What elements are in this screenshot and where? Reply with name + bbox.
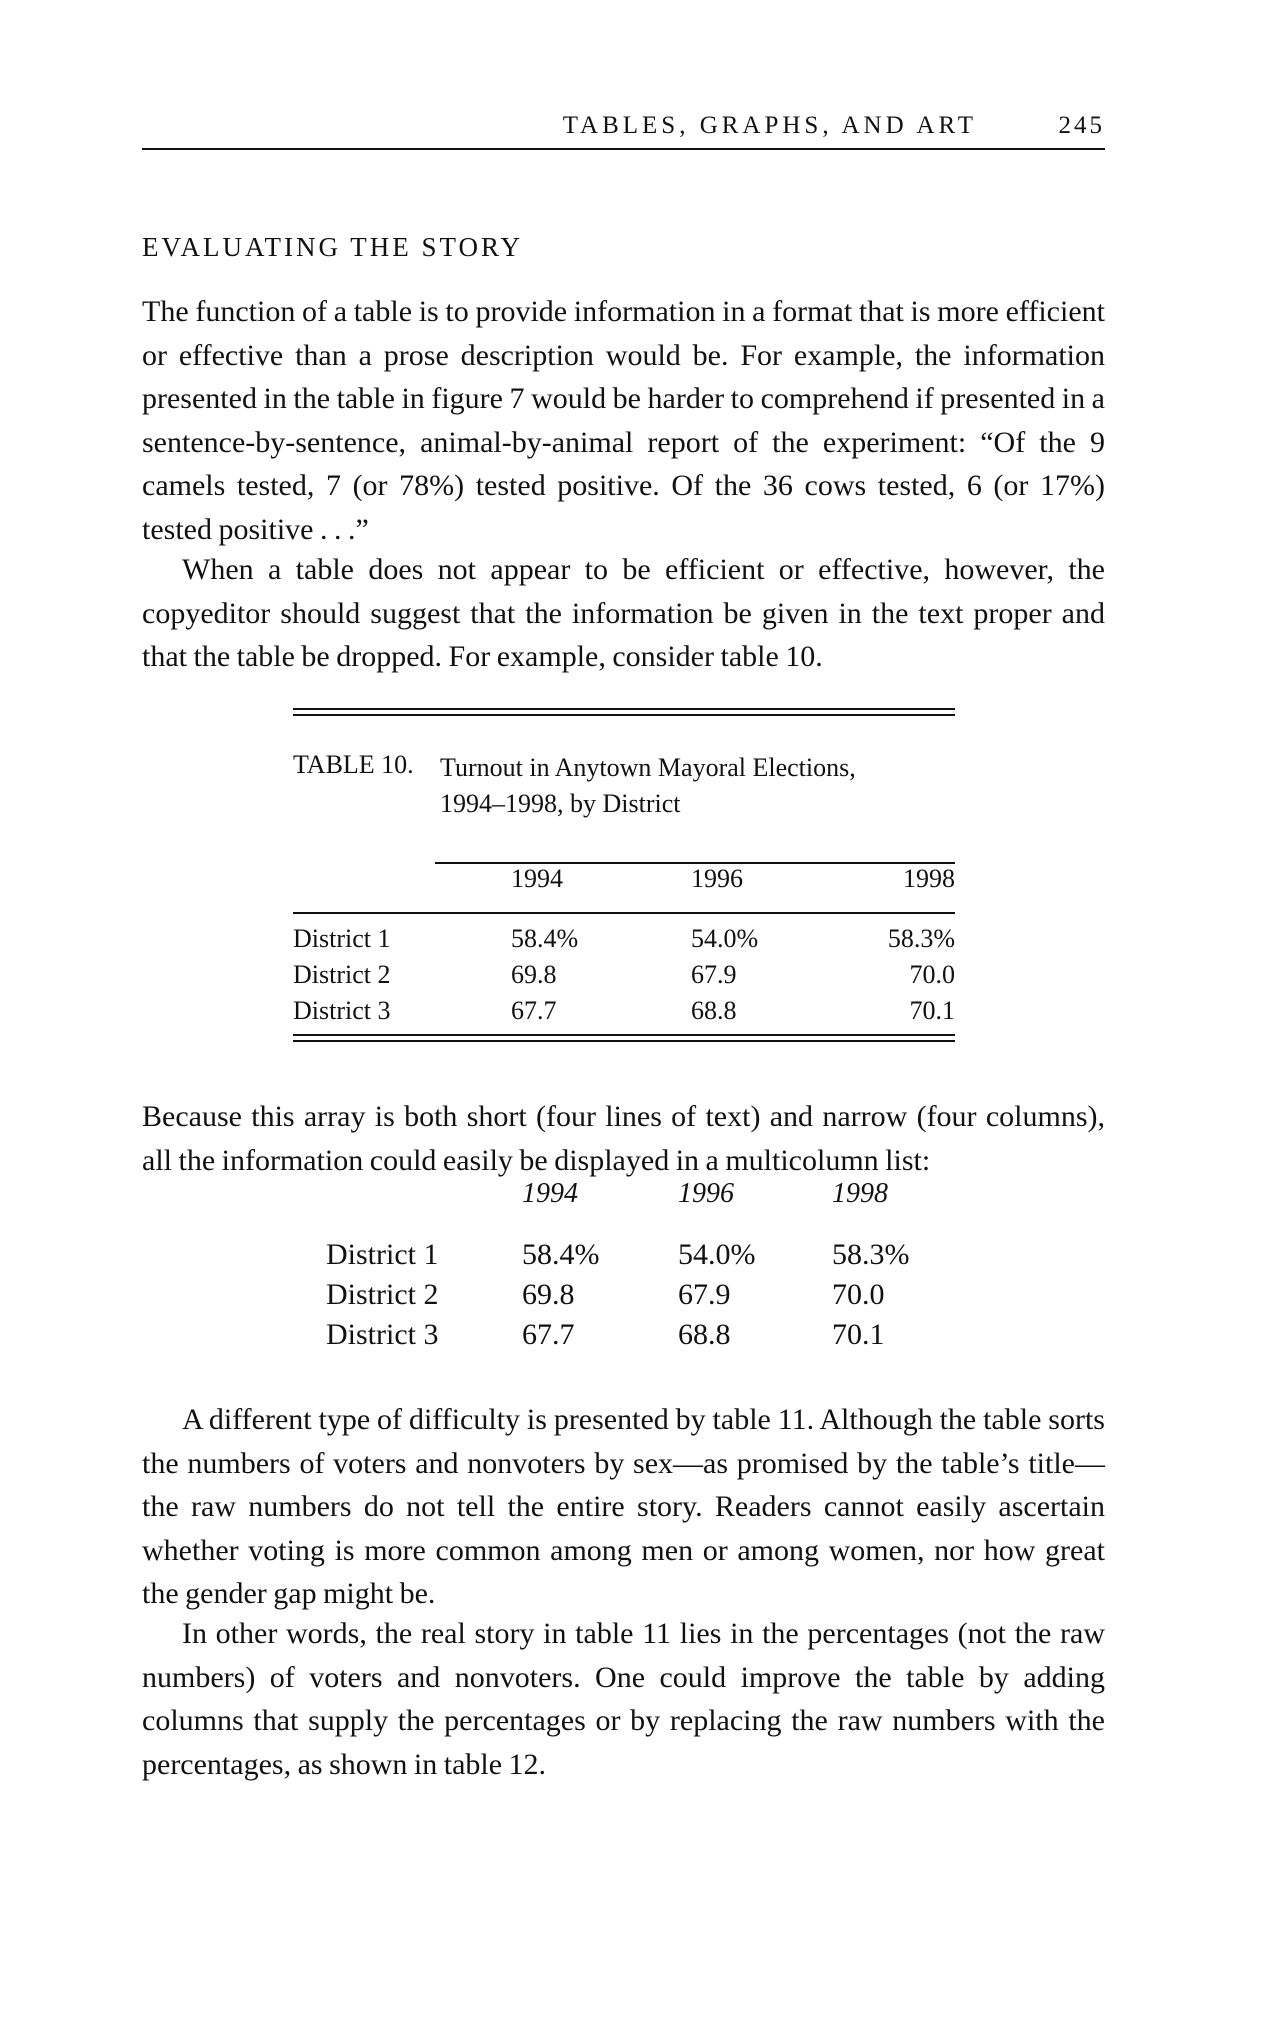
- list-row-label: District 1: [326, 1238, 439, 1271]
- column-header-1996: 1996: [691, 864, 743, 893]
- table-title-line-2: 1994–1998, by District: [440, 789, 681, 818]
- column-header-1998: 1998: [903, 864, 955, 893]
- paragraph-4: A different type of difficulty is presented by table 11. Although the table sorts the numbers of voters and nonvoters by sex—as promised by the table’s title—the raw numbers do not tell the entire story. Readers cannot easily ascertain whether voting is more common among men or among women, nor how great the gender gap might be.: [142, 1403, 1105, 1610]
- paragraph-5: In other words, the real story in table 11 lies in the percentages (not the raw numbers) of voters and nonvoters. One could improve the table by adding columns that supply the percentages or by replacing the raw numbers with the percentages, as shown in table 12.: [142, 1617, 1105, 1781]
- table-10: [293, 708, 955, 1042]
- list-column-headers: [326, 1178, 966, 1238]
- multicolumn-list: [326, 1178, 966, 1358]
- table-cell: 67.7: [511, 996, 557, 1025]
- paragraph-1: The function of a table is to provide information in a format that is more efficient or effective than a prose description would be. For example, the information presented in the table in figure 7 would be harder to comprehend if presented in a sentence-by-sentence, animal-by-animal report of the experiment: “Of the 9 camels tested, 7 (or 78%) tested positive. Of the 36 cows tested, 6 (or 17%) tested positive . . .”: [142, 295, 1105, 546]
- table-title: [440, 750, 920, 822]
- list-row-label: District 2: [326, 1278, 439, 1311]
- section-heading: EVALUATING THE STORY: [142, 232, 524, 262]
- list-header-1994: 1994: [522, 1178, 578, 1209]
- table-row: [293, 924, 955, 960]
- list-row-label: District 3: [326, 1318, 439, 1351]
- table-cell: 70.0: [909, 960, 955, 989]
- list-header-1998: 1998: [832, 1178, 888, 1209]
- table-top-double-rule: [293, 708, 955, 716]
- table-cell: 70.1: [909, 996, 955, 1025]
- running-head: [142, 112, 1105, 150]
- list-cell: 67.9: [678, 1278, 731, 1311]
- table-cell: 58.4%: [511, 924, 579, 953]
- table-column-headers: [293, 864, 955, 912]
- table-body: [293, 914, 955, 1034]
- table-cell: 67.9: [691, 960, 737, 989]
- running-head-title: TABLES, GRAPHS, AND ART: [562, 112, 977, 139]
- table-label: TABLE 10.: [293, 750, 414, 779]
- list-item: [326, 1238, 966, 1278]
- list-cell: 68.8: [678, 1318, 731, 1351]
- row-label: District 3: [293, 996, 391, 1025]
- paragraph-2: When a table does not appear to be efficient or effective, however, the copyeditor should suggest that the information be given in the text proper and that the table be dropped. For example, consider table 10.: [142, 553, 1105, 673]
- list-cell: 67.7: [522, 1318, 575, 1351]
- table-cell: 54.0%: [691, 924, 759, 953]
- list-item: [326, 1318, 966, 1358]
- list-item: [326, 1278, 966, 1318]
- list-cell: 58.3%: [832, 1238, 910, 1271]
- table-cell: 68.8: [691, 996, 737, 1025]
- list-cell: 70.0: [832, 1278, 885, 1311]
- table-caption: [293, 750, 955, 848]
- table-row: [293, 960, 955, 996]
- row-label: District 1: [293, 924, 391, 953]
- list-cell: 58.4%: [522, 1238, 600, 1271]
- table-cell: 69.8: [511, 960, 557, 989]
- table-row: [293, 996, 955, 1032]
- table-cell: 58.3%: [887, 924, 955, 953]
- row-label: District 2: [293, 960, 391, 989]
- table-bottom-double-rule: [293, 1034, 955, 1042]
- page-number: 245: [1058, 112, 1105, 139]
- list-cell: 70.1: [832, 1318, 885, 1351]
- column-header-1994: 1994: [511, 864, 563, 893]
- table-title-line-1: Turnout in Anytown Mayoral Elections,: [440, 753, 856, 782]
- list-header-1996: 1996: [678, 1178, 734, 1209]
- list-cell: 69.8: [522, 1278, 575, 1311]
- paragraph-3: Because this array is both short (four lines of text) and narrow (four columns), all the information could easily be displayed in a multicolumn list:: [142, 1100, 1105, 1177]
- list-cell: 54.0%: [678, 1238, 756, 1271]
